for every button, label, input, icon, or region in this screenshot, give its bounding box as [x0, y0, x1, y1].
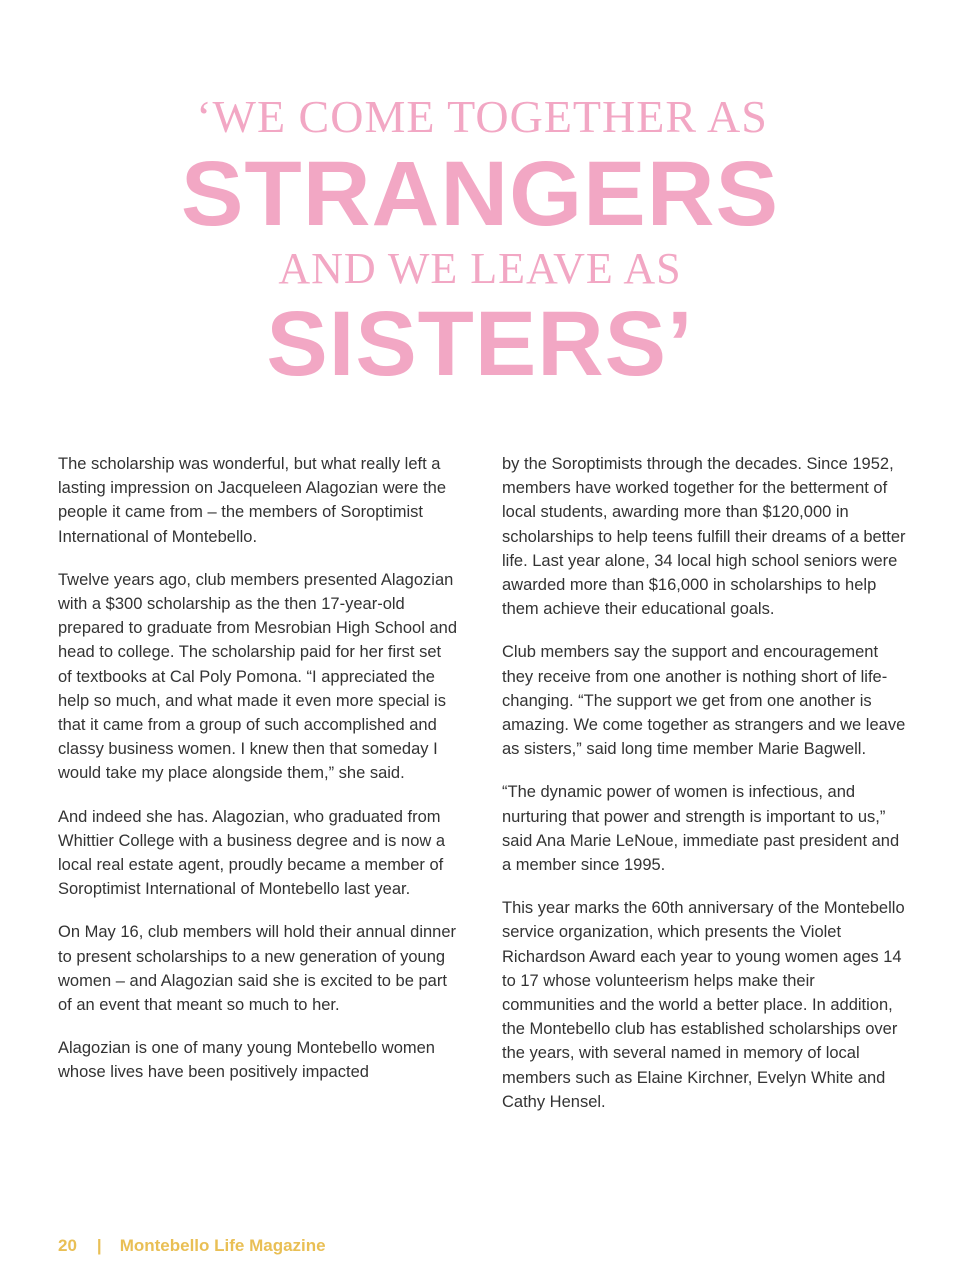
headline-line-2: STRANGERS: [180, 143, 780, 245]
article-paragraph: And indeed she has. Alagozian, who graduated from Whittier College with a business degree and is now a local real estate agent, proudly became a member of Soroptimist International of Montebello last year.: [58, 807, 446, 899]
page-footer: [58, 1236, 326, 1256]
page-number: 20: [58, 1236, 77, 1255]
pull-quote-headline: [0, 88, 960, 395]
article-paragraph: Club members say the support and encouragement they receive from one another is nothing short of life-changing. “The support we get from one another is amazing. We come together as strangers and we leave as sisters,” said long time member Marie Bagwell.: [502, 643, 906, 759]
headline-line-4: SISTERS’: [266, 293, 694, 395]
footer-separator: |: [96, 1236, 102, 1255]
headline-line-1: ‘WE COME TOGETHER AS: [196, 91, 768, 142]
article-paragraph: by the Soroptimists through the decades. Since 1952, members have worked together for the betterment of local students, awarding more than $120,000 in scholarships to help teens fulfill their dreams of a better life. Last year alone, 34 local high school seniors were awarded more than $16,000 in scholarships to help them achieve their educational goals.: [502, 455, 906, 619]
publication-name: Montebello Life Magazine: [119, 1236, 326, 1255]
article-paragraph: Alagozian is one of many young Montebello women whose lives have been positively impacted: [58, 1039, 435, 1082]
article-paragraph: On May 16, club members will hold their annual dinner to present scholarships to a new generation of young women – and Alagozian said she is excited to be part of an event that meant so much to her.: [58, 923, 457, 1015]
article-paragraph: Twelve years ago, club members presented Alagozian with a $300 scholarship as the then 17-year-old prepared to graduate from Mesrobian High School and head to college. The scholarship paid for her first set of textbooks at Cal Poly Pomona. “I appreciated the help so much, and what made it even more special is that it came from a group of such accomplished and classy business women. I knew then that someday I would take my place alongside them,” she said.: [58, 570, 457, 783]
article-column-left: [58, 452, 458, 1104]
article-column-right: [502, 452, 906, 1133]
article-paragraph: “The dynamic power of women is infectious, and nurturing that power and strength is important to us,” said Ana Marie LeNoue, immediate past president and a member since 1995.: [502, 783, 900, 875]
article-paragraph: The scholarship was wonderful, but what really left a lasting impression on Jacqueleen Alagozian were the people it came from – the members of Soroptimist International of Montebello.: [58, 455, 446, 546]
headline-line-3: AND WE LEAVE AS: [278, 244, 682, 293]
article-paragraph: This year marks the 60th anniversary of the Montebello service organization, which presents the Violet Richardson Award each year to young women ages 14 to 17 whose volunteerism helps make their communities and the world a better place. In addition, the Montebello club has established scholarships over the years, with several named in memory of local members such as Elaine Kirchner, Evelyn White and Cathy Hensel.: [502, 899, 905, 1111]
